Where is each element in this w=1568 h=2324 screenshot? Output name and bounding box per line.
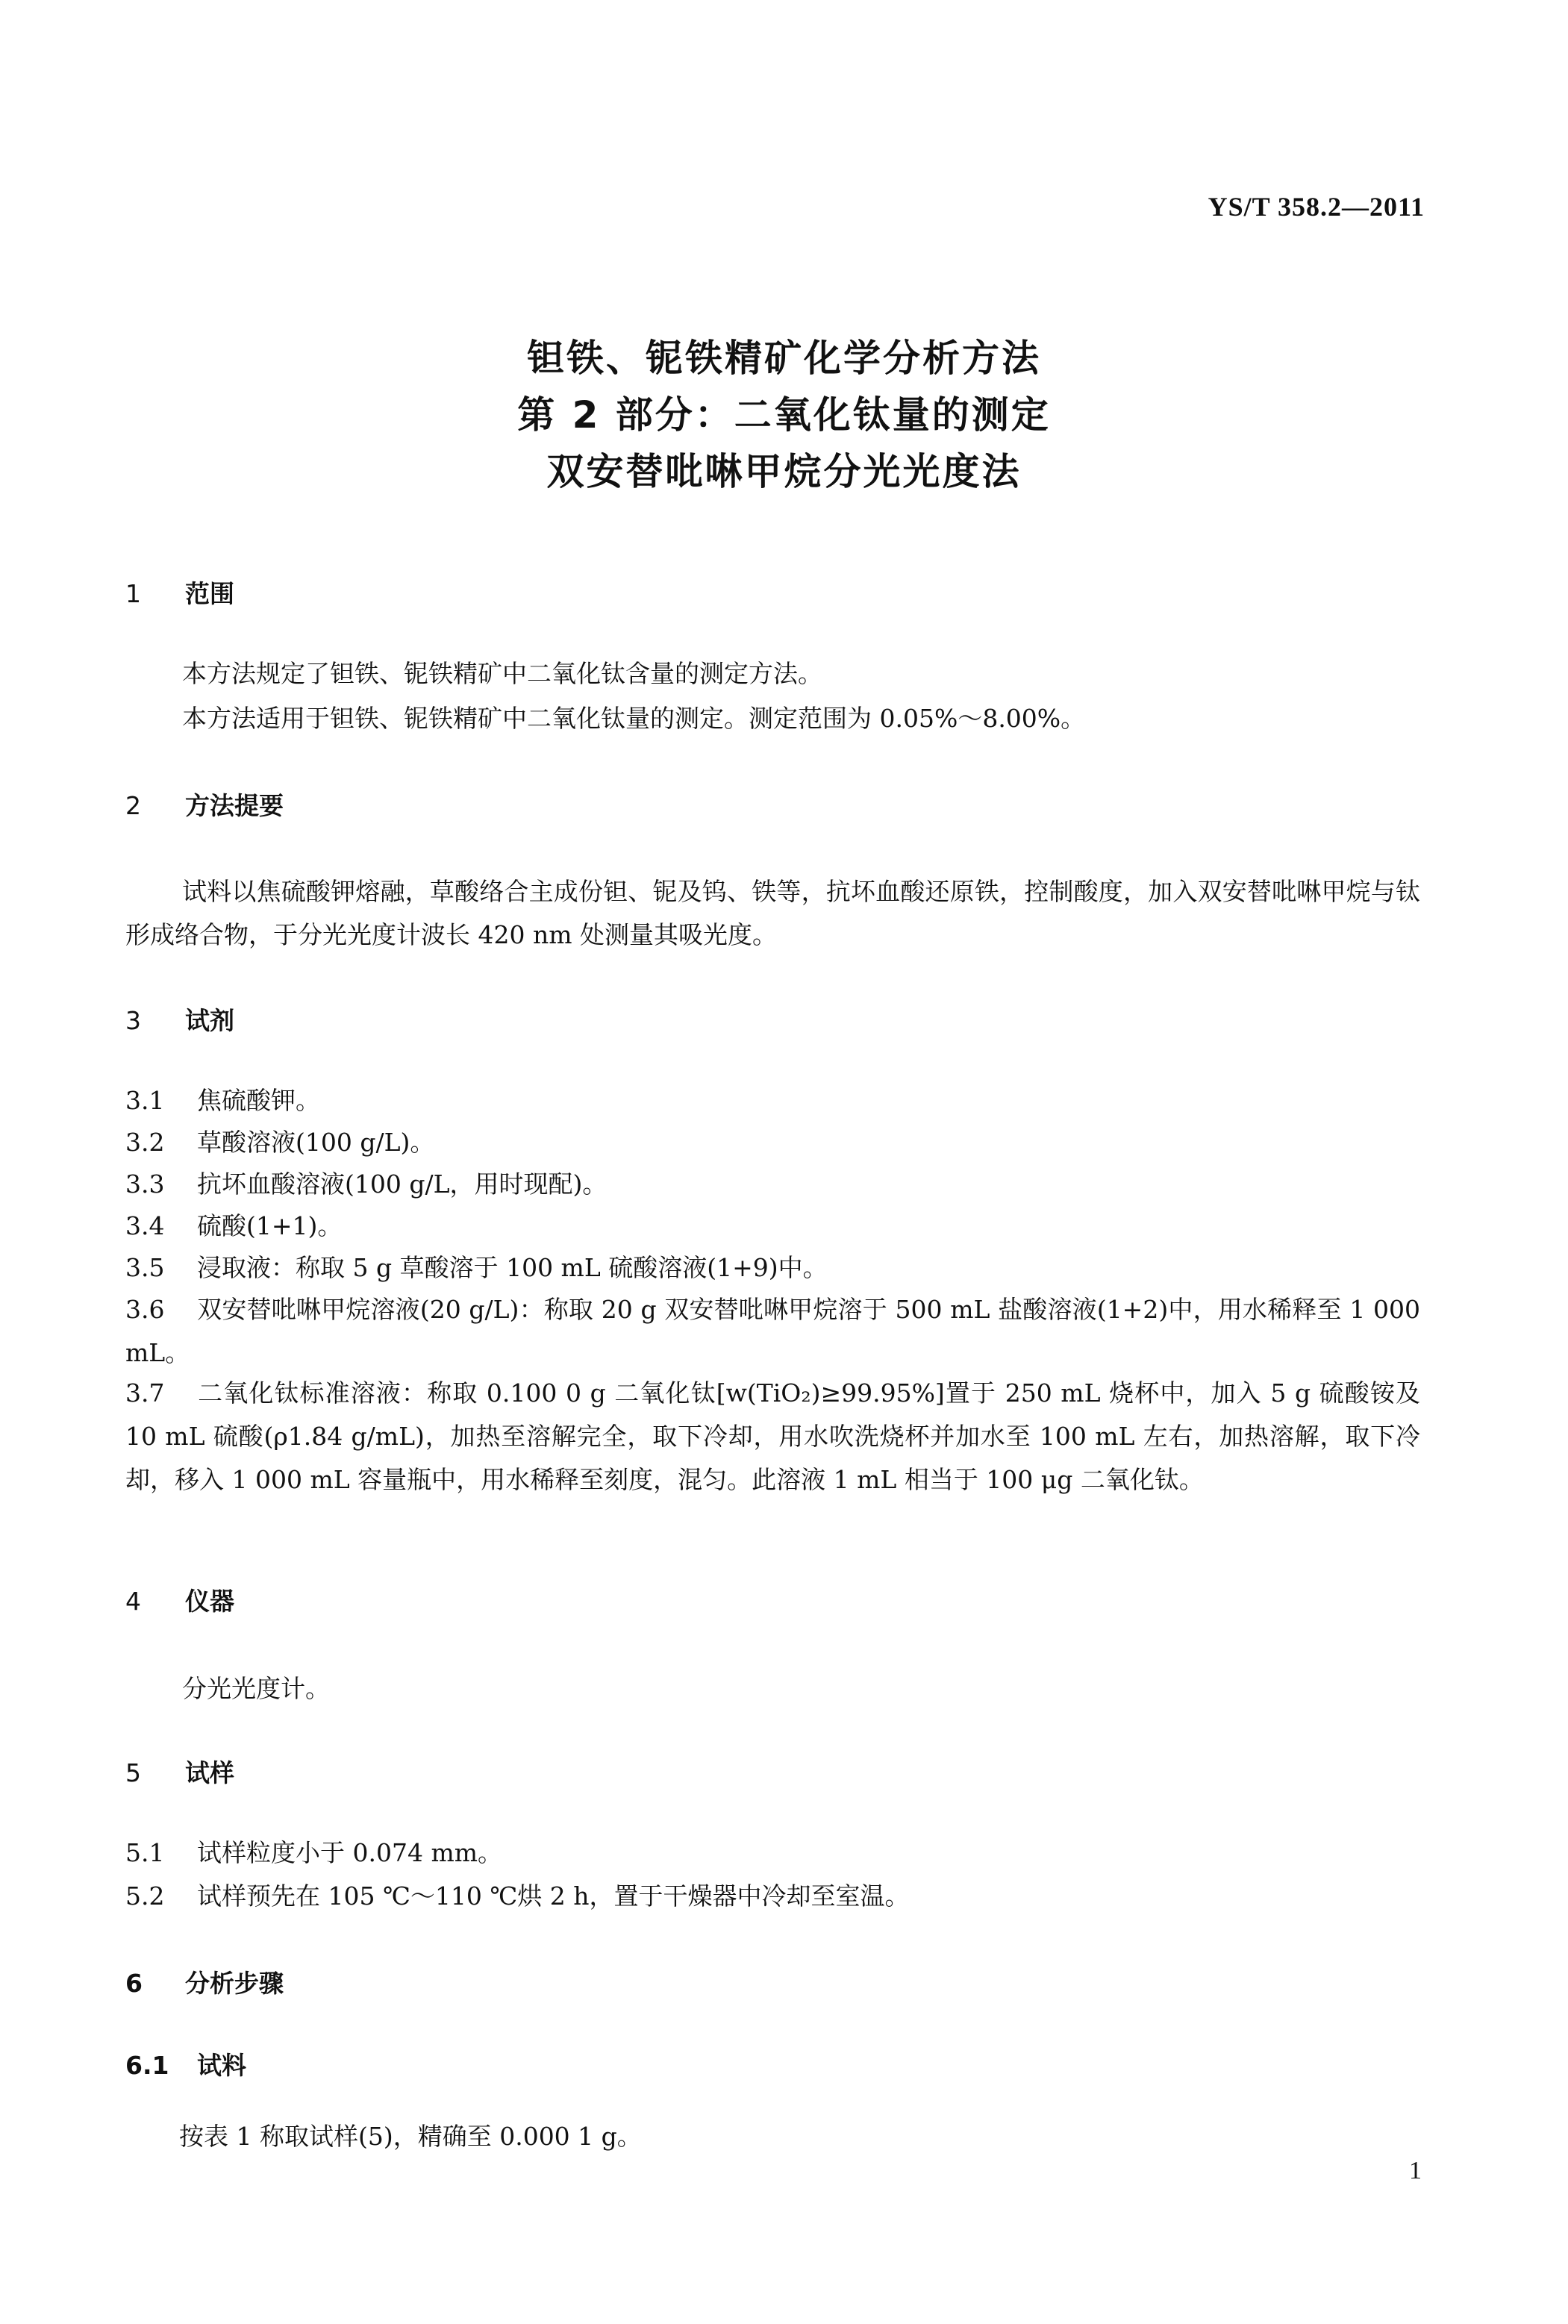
section-number: 4	[125, 1587, 141, 1616]
item-text: 草酸溶液(100 g/L)。	[197, 1128, 435, 1157]
item-text: 试样粒度小于 0.074 mm。	[197, 1838, 503, 1867]
reagent-item	[125, 1288, 1420, 1375]
section-3-heading	[125, 1002, 234, 1037]
document-title	[0, 330, 1568, 500]
section-6-heading	[125, 1964, 284, 1999]
sample-item	[125, 1831, 1420, 1875]
reagent-item	[125, 1372, 1420, 1502]
page-number: 1	[1409, 2157, 1422, 2184]
reagent-item	[125, 1246, 1420, 1290]
subsection-6-1-heading	[125, 2046, 246, 2081]
item-text: 浸取液：称取 5 g 草酸溶于 100 mL 硫酸溶液(1+9)中。	[197, 1253, 828, 1282]
section-1-heading	[125, 575, 234, 610]
item-text: 硫酸(1+1)。	[197, 1211, 343, 1240]
section-5-heading	[125, 1754, 234, 1789]
section-number: 1	[125, 579, 141, 608]
item-text: 二氧化钛标准溶液：称取 0.100 0 g 二氧化钛[w(TiO₂)≥99.95%]置于 250 mL 烧杯中，加入 5 g 硫酸铵及 10 mL 硫酸(ρ1.84 g/mL)，加热至溶解完全，取下冷却，用水吹洗烧杯并加水至 100 mL 左右，加热溶解，取下冷却，移入 1 000 mL 容量瓶中，用水稀释至刻度，混匀。此溶液 1 mL 相当于 100 μg 二氧化钛。	[125, 1378, 1420, 1494]
item-number: 3.2	[125, 1128, 165, 1157]
section-number: 5	[125, 1758, 141, 1787]
item-number: 3.6	[125, 1295, 165, 1324]
reagent-item	[125, 1079, 1420, 1122]
reagent-item	[125, 1205, 1420, 1248]
section-2-heading	[125, 787, 284, 822]
subsection-6-1-paragraph-1: 按表 1 称取试样(5)，精确至 0.000 1 g。	[179, 2122, 642, 2151]
standard-code: YS/T 358.2—2011	[1208, 192, 1425, 222]
section-2-paragraph-1: 试料以焦硫酸钾熔融，草酸络合主成份钽、铌及钨、铁等，抗坏血酸还原铁，控制酸度，加入双安替吡啉甲烷与钛形成络合物，于分光光度计波长 420 nm 处测量其吸光度。	[125, 877, 1420, 949]
section-number: 6	[125, 1969, 143, 1998]
title-line-3: 双安替吡啉甲烷分光光度法	[546, 450, 1022, 493]
section-title: 试样	[185, 1758, 234, 1787]
section-title: 仪器	[185, 1587, 234, 1616]
reagent-item	[125, 1121, 1420, 1164]
section-number: 2	[125, 791, 141, 820]
item-number: 3.3	[125, 1169, 165, 1199]
item-text: 抗坏血酸溶液(100 g/L，用时现配)。	[197, 1169, 607, 1199]
item-text: 双安替吡啉甲烷溶液(20 g/L)：称取 20 g 双安替吡啉甲烷溶于 500 mL 盐酸溶液(1+2)中，用水稀释至 1 000 mL。	[125, 1295, 1420, 1367]
section-title: 方法提要	[185, 791, 284, 820]
section-number: 3	[125, 1006, 141, 1035]
section-4-paragraph-1: 分光光度计。	[182, 1674, 330, 1703]
subsection-number: 6.1	[125, 2051, 169, 2080]
section-title: 试剂	[185, 1006, 234, 1035]
section-title: 范围	[185, 579, 234, 608]
title-line-2: 第 2 部分：二氧化钛量的测定	[517, 393, 1051, 437]
item-number: 5.1	[125, 1838, 165, 1867]
item-number: 3.5	[125, 1253, 165, 1282]
section-4-heading	[125, 1582, 234, 1617]
item-text: 试样预先在 105 ℃～110 ℃烘 2 h，置于干燥器中冷却至室温。	[197, 1881, 910, 1911]
sample-item	[125, 1875, 1420, 1918]
section-1-paragraph-2: 本方法适用于钽铁、铌铁精矿中二氧化钛量的测定。测定范围为 0.05%～8.00%。	[182, 704, 1086, 733]
item-number: 3.4	[125, 1211, 165, 1240]
item-number: 5.2	[125, 1881, 165, 1911]
section-1-paragraph-1: 本方法规定了钽铁、铌铁精矿中二氧化钛含量的测定方法。	[182, 659, 822, 688]
subsection-title: 试料	[197, 2051, 246, 2080]
item-number: 3.1	[125, 1086, 165, 1115]
item-text: 焦硫酸钾。	[197, 1086, 320, 1115]
title-line-1: 钽铁、铌铁精矿化学分析方法	[527, 337, 1041, 380]
section-title: 分析步骤	[185, 1969, 284, 1998]
reagent-item	[125, 1163, 1420, 1206]
item-number: 3.7	[125, 1378, 165, 1408]
